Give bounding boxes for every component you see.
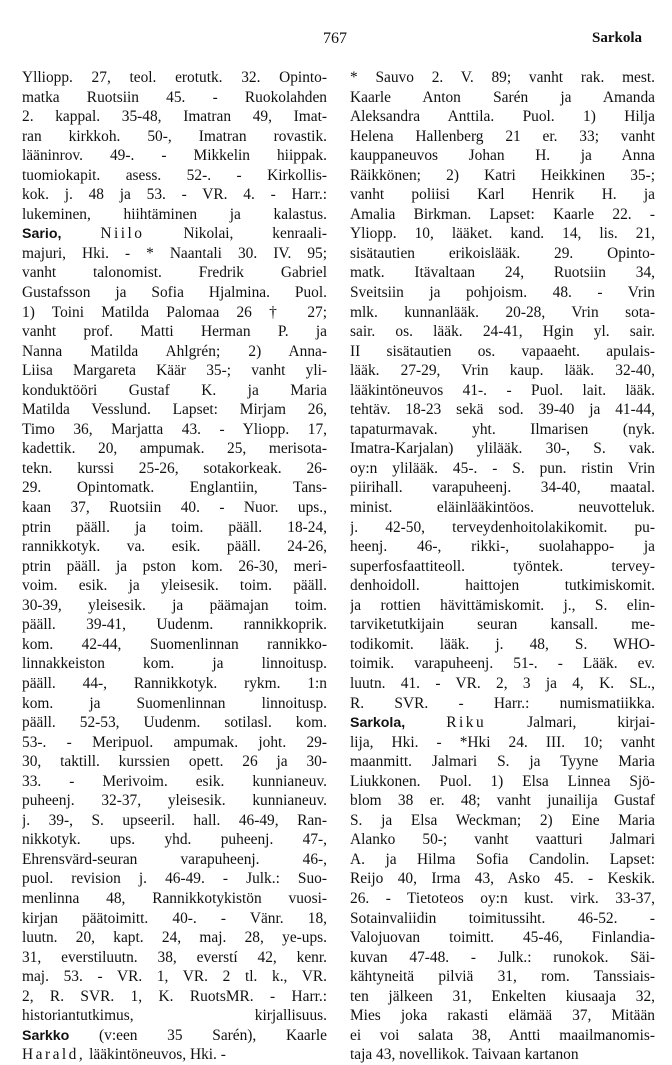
text-line bbox=[350, 733, 655, 753]
text-line bbox=[350, 381, 655, 401]
line-text: superfosfaattiteoll. työntek. tervey- bbox=[350, 557, 655, 575]
text-line bbox=[350, 948, 655, 968]
line-text: R. SVR. - Harr.: numismatiikka. bbox=[350, 694, 655, 712]
text-line bbox=[22, 400, 327, 420]
line-text: lukeminen, hiihtäminen ja kalastus. bbox=[22, 205, 327, 223]
text-line bbox=[22, 185, 327, 205]
line-text: tehtäv. 18-23 sekä sod. 39-40 ja 41-44, bbox=[350, 401, 655, 419]
text-line bbox=[22, 674, 327, 694]
line-text: vanht prof. Matti Herman P. ja bbox=[22, 323, 327, 341]
text-line bbox=[22, 361, 327, 381]
line-text: ptrin pääll. ja pston kom. 26-30, meri- bbox=[22, 557, 327, 575]
text-line bbox=[22, 733, 327, 753]
line-text: kaan 37, Ruotsiin 40. - Nuor. ups., bbox=[22, 499, 327, 517]
line-text: voim. esik. ja yleisesik. toim. pääll. bbox=[22, 577, 327, 595]
text-line bbox=[22, 459, 327, 479]
text-line bbox=[22, 967, 327, 987]
text-line bbox=[350, 322, 655, 342]
line-text: j. 39-, S. upseeril. hall. 46-49, Ran- bbox=[22, 811, 327, 829]
line-text: Timo 36, Marjatta 43. - Yliopp. 17, bbox=[22, 420, 327, 438]
text-line bbox=[350, 361, 655, 381]
line-text: pääll. 39-41, Uudenm. rannikkoprik. bbox=[22, 616, 327, 634]
text-line bbox=[350, 224, 655, 244]
line-text: 53-. - Meripuol. ampumak. joht. 29- bbox=[22, 733, 327, 751]
text-line bbox=[22, 694, 327, 714]
line-text: majuri, Hki. - * Naantali 30. IV. 95; bbox=[22, 244, 327, 262]
line-text: luutn. 41. - VR. 2, 3 ja 4, K. SL., bbox=[350, 674, 655, 692]
text-line bbox=[22, 752, 327, 772]
line-text: 31, everstiluutn. 38, everstí 42, kenr. bbox=[22, 948, 327, 966]
line-text: lääninrov. 49-. - Mikkelin hiippak. bbox=[22, 147, 327, 165]
line-text: maj. 53. - VR. 1, VR. 2 tl. k., VR. bbox=[22, 968, 327, 986]
text-line bbox=[22, 615, 327, 635]
line-text: Liisa Margareta Käär 35-; vanht yli- bbox=[22, 362, 327, 380]
line-text: Mies joka rakasti elämää 37, Mitään bbox=[350, 1007, 655, 1025]
text-line bbox=[22, 909, 327, 929]
line-text: sisätautien erikoislääk. 29. Opinto- bbox=[350, 244, 655, 262]
text-line bbox=[350, 537, 655, 557]
line-text: taja 43, novellikok. Taivaan kartanon bbox=[350, 1046, 579, 1064]
line-text: 33. - Merivoim. esik. kunnianeuv. bbox=[22, 772, 327, 790]
line-text: Aleksandra Anttila. Puol. 1) Hilja bbox=[350, 108, 655, 126]
text-line bbox=[350, 244, 655, 264]
text-line bbox=[22, 635, 327, 655]
text-line bbox=[22, 420, 327, 440]
entry-headword: Sario, bbox=[22, 226, 62, 243]
line-text: Nikolai, kenraali- bbox=[183, 225, 327, 243]
line-text: pääll. 44-, Rannikkotyk. rykm. 1:n bbox=[22, 674, 327, 692]
line-text: minist. eläinlääkintöos. neuvotteluk. bbox=[350, 499, 655, 517]
line-text: kom. 42-44, Suomenlinnan rannikko- bbox=[22, 635, 327, 653]
text-line bbox=[350, 791, 655, 811]
text-line bbox=[350, 830, 655, 850]
text-line bbox=[22, 498, 327, 518]
spaced-given-name: Riku bbox=[446, 714, 487, 732]
line-text: Jalmari, kirjai- bbox=[527, 714, 655, 732]
text-line bbox=[350, 811, 655, 831]
text-line bbox=[350, 478, 655, 498]
text-line bbox=[22, 537, 327, 557]
text-line bbox=[350, 596, 655, 616]
text-line bbox=[350, 869, 655, 889]
line-text: Reijo 40, Irma 43, Asko 45. - Keskik. bbox=[350, 870, 655, 888]
text-line bbox=[350, 283, 655, 303]
text-line bbox=[22, 830, 327, 850]
text-line bbox=[22, 478, 327, 498]
text-line bbox=[350, 1045, 655, 1065]
line-text: S. ja Elsa Weckman; 2) Eine Maria bbox=[350, 811, 655, 829]
line-text: A. ja Hilma Sofia Candolin. Lapset: bbox=[350, 850, 655, 868]
line-text: Gustafsson ja Sofia Hjalmina. Puol. bbox=[22, 284, 327, 302]
line-text: linnakkeiston kom. ja linnoitusp. bbox=[22, 655, 327, 673]
line-text: 2, R. SVR. 1, K. RuotsMR. - Harr.: bbox=[22, 987, 327, 1005]
line-text: (v:een 35 Sarén), Kaarle bbox=[99, 1026, 327, 1044]
text-line bbox=[22, 146, 327, 166]
text-line bbox=[350, 654, 655, 674]
line-text: heenj. 46-, rikki-, suolahappo- ja bbox=[350, 538, 655, 556]
line-text: j. 42-50, terveydenhoitolakikomit. pu- bbox=[350, 518, 655, 536]
page-header bbox=[0, 30, 672, 54]
line-text: tekn. kurssi 25-26, sotakorkeak. 26- bbox=[22, 459, 327, 477]
text-line bbox=[350, 889, 655, 909]
line-text: Sveitsiin ja pohjoism. 48. - Vrin bbox=[350, 284, 655, 302]
text-line bbox=[22, 869, 327, 889]
text-line bbox=[22, 1006, 327, 1026]
line-text: 2. kappal. 35-48, Imatran 49, Imat- bbox=[22, 108, 327, 126]
text-line bbox=[350, 967, 655, 987]
text-line bbox=[22, 889, 327, 909]
line-text: lääkintöneuvos, Hki. - bbox=[89, 1046, 226, 1064]
text-line bbox=[22, 166, 327, 186]
line-text: konduktööri Gustaf K. ja Maria bbox=[22, 381, 327, 399]
page-number: 767 bbox=[323, 30, 347, 47]
text-line bbox=[350, 615, 655, 635]
text-line bbox=[22, 88, 327, 108]
line-text: kuvan 47-48. - Julk.: runokok. Säi- bbox=[350, 948, 655, 966]
text-line bbox=[350, 772, 655, 792]
line-text: puol. revision j. 46-49. - Julk.: Suo- bbox=[22, 870, 327, 888]
line-text: tapaturmavak. yht. Ilmarisen (nyk. bbox=[350, 420, 655, 438]
text-line bbox=[350, 263, 655, 283]
line-text: lääkintöneuvos 41-. - Puol. lait. lääk. bbox=[350, 381, 655, 399]
line-text: rannikkotyk. va. esik. pääll. 24-26, bbox=[22, 538, 327, 556]
line-text: denhoidoll. haittojen tutkimiskomit. bbox=[350, 577, 655, 595]
line-text: kirjan päätoimitt. 40-. - Vänr. 18, bbox=[22, 909, 327, 927]
line-text: kadettik. 20, ampumak. 25, merisota- bbox=[22, 440, 327, 458]
line-text: lija, Hki. - *Hki 24. III. 10; vanht bbox=[350, 733, 655, 751]
line-text: pääll. 52-53, Uudenm. sotilasl. kom. bbox=[22, 714, 327, 732]
line-text: kauppaneuvos Johan H. ja Anna bbox=[350, 147, 655, 165]
line-text: ei voi salata 38, Antti maailmanomis- bbox=[350, 1026, 655, 1044]
line-text: luutn. 20, kapt. 24, maj. 28, ye-ups. bbox=[22, 929, 327, 947]
text-line bbox=[22, 439, 327, 459]
line-text: Kaarle Anton Sarén ja Amanda bbox=[350, 88, 655, 106]
line-text: Valojuovan toimitt. 45-46, Finlandia- bbox=[350, 929, 655, 947]
line-text: todikomit. lääk. j. 48, S. WHO- bbox=[350, 635, 655, 653]
running-head: Sarkola bbox=[591, 30, 642, 46]
line-text: 30-39, yleisesik. ja päämajan toim. bbox=[22, 596, 327, 614]
line-text: menlinna 48, Rannikkotykistön vuosi- bbox=[22, 889, 327, 907]
text-line bbox=[22, 68, 327, 88]
text-line bbox=[350, 1006, 655, 1026]
text-line bbox=[350, 674, 655, 694]
line-text: 30, taktill. kurssien opett. 26 ja 30- bbox=[22, 753, 327, 771]
text-line bbox=[350, 752, 655, 772]
text-line bbox=[22, 928, 327, 948]
line-text: tarviketutkijain seuran kansall. me- bbox=[350, 616, 655, 634]
text-line bbox=[350, 303, 655, 323]
text-line bbox=[22, 791, 327, 811]
text-line bbox=[22, 811, 327, 831]
text-line bbox=[22, 1026, 327, 1046]
text-line bbox=[350, 987, 655, 1007]
line-text: Alanko 50-; vanht vaatturi Jalmari bbox=[350, 831, 655, 849]
text-line bbox=[350, 342, 655, 362]
line-text: * Sauvo 2. V. 89; vanht rak. mest. bbox=[350, 69, 655, 86]
text-line bbox=[22, 303, 327, 323]
text-line bbox=[350, 166, 655, 186]
line-text: kok. j. 48 ja 53. - VR. 4. - Harr.: bbox=[22, 186, 327, 204]
text-line bbox=[350, 909, 655, 929]
line-text: matk. Itävaltaan 24, Ruotsiin 34, bbox=[350, 264, 655, 282]
text-line bbox=[22, 850, 327, 870]
text-line bbox=[22, 713, 327, 733]
text-line bbox=[22, 205, 327, 225]
text-line bbox=[350, 420, 655, 440]
text-line bbox=[350, 518, 655, 538]
line-text: Ehrensvärd-seuran varapuheenj. 46-, bbox=[22, 850, 327, 868]
text-line bbox=[22, 107, 327, 127]
text-line bbox=[350, 127, 655, 147]
text-line bbox=[22, 596, 327, 616]
text-line bbox=[22, 576, 327, 596]
line-text: maanmitt. Jalmari S. ja Tyyne Maria bbox=[350, 753, 655, 771]
text-line bbox=[350, 928, 655, 948]
line-text: ptrin pääll. ja toim. pääll. 18-24, bbox=[22, 518, 327, 536]
text-line bbox=[350, 1026, 655, 1046]
text-line bbox=[350, 146, 655, 166]
line-text: sair. os. lääk. 24-41, Hgin yl. sair. bbox=[350, 323, 655, 341]
text-line bbox=[350, 68, 655, 88]
line-text: 26. - Tietoteos oy:n kust. virk. 33-37, bbox=[350, 889, 655, 907]
line-text: nikkotyk. ups. yhd. puheenj. 47-, bbox=[22, 831, 327, 849]
line-text: 1) Toini Matilda Palomaa 26 † 27; bbox=[22, 303, 327, 321]
line-text: lääk. 27-29, Vrin kaup. lääk. 32-40, bbox=[350, 362, 655, 380]
line-text: toimik. varapuheenj. 51-. - Lääk. ev. bbox=[350, 655, 655, 673]
line-text: vanht poliisi Karl Henrik H. ja bbox=[350, 186, 655, 204]
line-text: Helena Hallenberg 21 er. 33; vanht bbox=[350, 127, 655, 145]
line-text: Räikkönen; 2) Katri Heikkinen 35-; bbox=[350, 166, 655, 184]
line-text: II sisätautien os. vapaaeht. apulais- bbox=[350, 342, 655, 360]
text-line bbox=[350, 185, 655, 205]
line-text: Nanna Matilda Ahlgrén; 2) Anna- bbox=[22, 342, 327, 360]
line-text: 29. Opintomatk. Englantiin, Tans- bbox=[22, 479, 327, 497]
text-line bbox=[22, 263, 327, 283]
line-text: Ylliopp. 27, teol. erotutk. 32. Opinto- bbox=[22, 69, 327, 86]
line-text: ja rottien hävittämiskomit. j., S. elin- bbox=[350, 596, 655, 614]
text-line bbox=[22, 244, 327, 264]
text-line bbox=[22, 127, 327, 147]
text-line bbox=[350, 498, 655, 518]
text-line bbox=[22, 948, 327, 968]
right-column bbox=[350, 68, 655, 1065]
line-text: matka Ruotsiin 45. - Ruokolahden bbox=[22, 88, 327, 106]
text-line bbox=[350, 459, 655, 479]
line-text: Yliopp. 10, lääket. kand. 14, lis. 21, bbox=[350, 225, 655, 243]
line-text: blom 38 er. 48; vanht junailija Gustaf bbox=[350, 792, 655, 810]
text-line bbox=[22, 283, 327, 303]
line-text: puheenj. 32-37, yleisesik. kunnianeuv. bbox=[22, 792, 327, 810]
text-line bbox=[22, 342, 327, 362]
line-text: Amalia Birkman. Lapset: Kaarle 22. - bbox=[350, 205, 655, 223]
text-line bbox=[350, 576, 655, 596]
text-line bbox=[22, 518, 327, 538]
text-line bbox=[350, 205, 655, 225]
line-text: Matilda Vesslund. Lapset: Mirjam 26, bbox=[22, 401, 327, 419]
text-line bbox=[350, 107, 655, 127]
text-line bbox=[350, 635, 655, 655]
text-line bbox=[350, 439, 655, 459]
line-text: kähtyneitä pilviä 31, rom. Tanssiais- bbox=[350, 968, 655, 986]
text-line bbox=[22, 557, 327, 577]
line-text: kom. ja Suomenlinnan linnoitusp. bbox=[22, 694, 327, 712]
text-line bbox=[22, 1045, 327, 1065]
left-column bbox=[22, 68, 327, 1065]
text-line bbox=[350, 694, 655, 714]
text-line bbox=[22, 654, 327, 674]
text-line bbox=[350, 850, 655, 870]
line-text: tuomiokapit. asess. 52-. - Kirkollis- bbox=[22, 166, 327, 184]
spaced-given-name: Harald, bbox=[22, 1046, 86, 1064]
text-line bbox=[350, 713, 655, 733]
text-line bbox=[22, 772, 327, 792]
line-text: ten jälkeen 31, Enkelten kiusaaja 32, bbox=[350, 987, 655, 1005]
text-line bbox=[22, 224, 327, 244]
line-text: mlk. kunnanlääk. 20-28, Vrin sota- bbox=[350, 303, 655, 321]
text-line bbox=[350, 400, 655, 420]
text-line bbox=[22, 987, 327, 1007]
line-text: Sotainvaliidin toimitussiht. 46-52. - bbox=[350, 909, 655, 927]
line-text: vanht talonomist. Fredrik Gabriel bbox=[22, 264, 327, 282]
text-line bbox=[22, 322, 327, 342]
line-text: Imatra-Karjalan) ylilääk. 30-, S. vak. bbox=[350, 440, 655, 458]
spaced-given-name: Niilo bbox=[100, 225, 145, 243]
line-text: piirihall. varapuheenj. 34-40, maatal. bbox=[350, 479, 655, 497]
text-line bbox=[22, 381, 327, 401]
line-text: Liukkonen. Puol. 1) Elsa Linnea Sjö- bbox=[350, 772, 655, 790]
line-text: ran kirkkoh. 50-, Imatran rovastik. bbox=[22, 127, 327, 145]
line-text: oy:n ylilääk. 45-. - S. pun. ristin Vrin bbox=[350, 459, 655, 477]
entry-headword: Sarkola, bbox=[350, 715, 406, 732]
text-line bbox=[350, 557, 655, 577]
entry-headword: Sarkko bbox=[22, 1027, 70, 1044]
line-text: historiantutkimus, kirjallisuus. bbox=[22, 1007, 327, 1025]
text-line bbox=[350, 88, 655, 108]
